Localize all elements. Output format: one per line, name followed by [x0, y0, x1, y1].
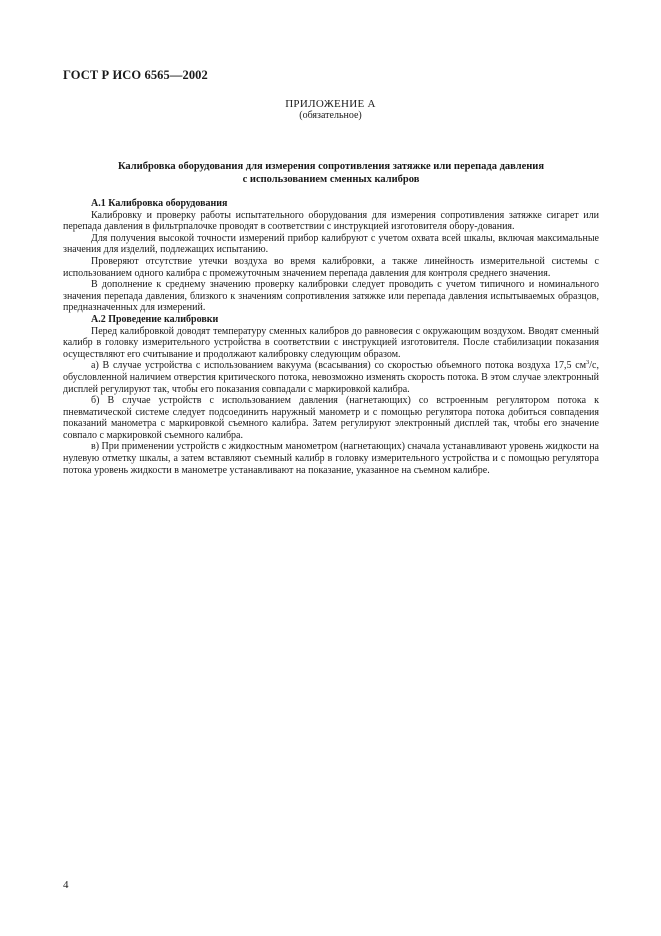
section-a2-paragraph-1: Перед калибровкой доводят температуру сменных калибров до равновесия с окружающим воздухом. Вводят сменный калибр в головку измерительного устройства в соответствии с инструкцией изготовителя. После стабилизации показания осуществляют его считывание и продолжают калибровку следующим образом.: [63, 325, 599, 360]
document-code-header: ГОСТ Р ИСО 6565—2002: [63, 68, 208, 82]
document-body: [63, 198, 599, 476]
section-a1-paragraph-2: Для получения высокой точности измерений прибор калибруют с учетом охвата всей шкалы, включая максимальные значения для изделий, подлежащих испытанию.: [63, 232, 599, 256]
appendix-title: ПРИЛОЖЕНИЕ А: [285, 98, 376, 110]
item-a-text-end: /с, обусловленной наличием отверстия критического потока, невозможно изменять скорость потока. В этом случае электронный дисплей регулируют так, чтобы его показания совпадали с маркировкой калибра.: [63, 360, 599, 395]
section-a1-paragraph-4: В дополнение к среднему значению проверку калибровки следует проводить с учетом типичного и номинального значения перепада давления, близкого к значениям сопротивления затяжке или перепада давления испытываемых образцов, предназначенных для измерений.: [63, 279, 599, 314]
main-title-line-2: с использованием сменных калибров: [242, 174, 420, 185]
appendix-status: (обязательное): [299, 110, 362, 121]
appendix-main-title: [63, 160, 599, 186]
section-a2-item-c: в) При применении устройств с жидкостным манометром (нагнетающих) сначала устанавливают уровень жидкости на нулевую отметку шкалы, а затем вставляют съемный калибр в головку измерительного устройства и с помощью регулятора потока уровень жидкости в манометре устанавливают на показание, указанное на съемном калибре.: [63, 441, 599, 476]
section-a2-item-b: б) В случае устройств с использованием давления (нагнетающих) со встроенным регулятором потока к пневматической системе следует подсоединить наружный манометр и с помощью регулятора потока добиться совпадения показаний манометра с маркировкой съемного калибра. Затем регулируют электронный дисплей так, чтобы его значение совпало с маркировкой съемного калибра.: [63, 395, 599, 441]
section-a1-paragraph-3: Проверяют отсутствие утечки воздуха во время калибровки, а также линейность измерительной системы с использованием одного калибра с промежуточным значением перепада давления для контроля среднего значения.: [63, 255, 599, 279]
item-a-text-start: а) В случае устройства с использованием вакуума (всасывания) со скоростью объемного потока воздуха 17,5 см: [91, 360, 587, 372]
page-number: 4: [63, 879, 69, 891]
item-a-superscript: 3: [586, 359, 590, 367]
main-title-line-1: Калибровка оборудования для измерения сопротивления затяжке или перепада давления: [117, 161, 545, 172]
section-a2-item-a: [63, 360, 599, 395]
section-a1-paragraph-1: Калибровку и проверку работы испытательного оборудования для измерения сопротивления затяжке сигарет или перепада давления в фильтрпалочке проводят в соответствии с инструкцией изготовителя обору-дования.: [63, 209, 599, 233]
section-a2-heading: А.2 Проведение калибровки: [91, 313, 219, 325]
section-a1-heading: А.1 Калибровка оборудования: [91, 198, 228, 209]
